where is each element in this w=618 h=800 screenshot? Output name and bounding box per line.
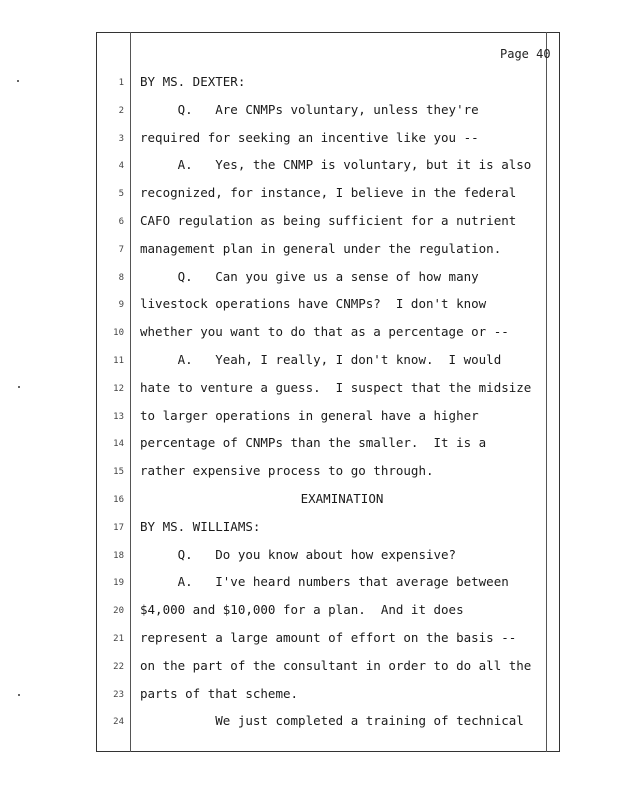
- line-number: 9: [118, 300, 124, 311]
- transcript-line: on the part of the consultant in order to do all the: [140, 657, 532, 673]
- scan-speck: [17, 80, 19, 82]
- line-number: 8: [118, 272, 124, 283]
- line-number: 4: [118, 161, 124, 172]
- line-number: 1: [118, 78, 124, 88]
- line-number: 15: [113, 467, 124, 478]
- line-number: 12: [113, 383, 124, 394]
- line-number: 22: [113, 661, 124, 672]
- line-number: 13: [113, 411, 124, 422]
- transcript-line: Q. Do you know about how expensive?: [140, 546, 457, 562]
- transcript-line: CAFO regulation as being sufficient for a nutrient: [140, 213, 517, 228]
- line-number: 17: [113, 522, 124, 533]
- line-number: 14: [113, 439, 124, 450]
- right-margin-rule: [546, 32, 547, 752]
- line-number: 16: [113, 495, 124, 505]
- transcript-line: A. I've heard numbers that average between: [140, 574, 509, 590]
- line-number: 7: [118, 244, 124, 255]
- line-number: 18: [113, 550, 124, 561]
- transcript-line: livestock operations have CNMPs? I don't know: [140, 296, 487, 312]
- line-number: 5: [118, 189, 124, 200]
- transcript-line: A. Yeah, I really, I don't know. I would: [140, 352, 502, 367]
- transcript-line: Q. Can you give us a sense of how many: [140, 268, 479, 284]
- transcript-line: recognized, for instance, I believe in the federal: [140, 185, 517, 201]
- line-number: 23: [113, 689, 124, 700]
- transcript-line: required for seeking an incentive like you --: [140, 129, 479, 145]
- transcript-line: BY MS. DEXTER:: [140, 74, 246, 89]
- transcript-line: management plan in general under the regulation.: [140, 240, 502, 256]
- transcript-line: hate to venture a guess. I suspect that the midsize: [140, 379, 532, 395]
- transcript-line: We just completed a training of technical: [140, 713, 524, 729]
- line-number: 2: [118, 105, 124, 116]
- transcript-line: rather expensive process to go through.: [140, 463, 434, 479]
- line-number: 20: [113, 606, 124, 617]
- transcript-line: Q. Are CNMPs voluntary, unless they're: [140, 101, 479, 117]
- left-margin-rule: [130, 32, 131, 752]
- line-number: 3: [118, 133, 124, 144]
- line-number: 6: [118, 217, 124, 227]
- transcript-line: BY MS. WILLIAMS:: [140, 518, 261, 534]
- transcript-line: whether you want to do that as a percentage or --: [140, 324, 509, 340]
- line-number: 11: [113, 356, 124, 366]
- transcript-line: parts of that scheme.: [140, 685, 299, 701]
- scan-speck: [18, 386, 20, 388]
- transcript-line: $4,000 and $10,000 for a plan. And it does: [140, 602, 464, 618]
- page-number: Page 40: [500, 47, 551, 61]
- transcript-line: A. Yes, the CNMP is voluntary, but it is also: [140, 157, 532, 173]
- transcript-line: percentage of CNMPs than the smaller. It is a: [140, 435, 487, 451]
- scan-speck: [18, 694, 20, 696]
- line-number: 10: [113, 328, 124, 339]
- line-number: 19: [113, 578, 124, 589]
- line-number: 24: [113, 717, 124, 728]
- transcript-line: to larger operations in general have a higher: [140, 407, 479, 423]
- line-number: 21: [113, 634, 124, 644]
- transcript-line: represent a large amount of effort on the basis --: [140, 630, 517, 645]
- section-heading: EXAMINATION: [300, 491, 384, 506]
